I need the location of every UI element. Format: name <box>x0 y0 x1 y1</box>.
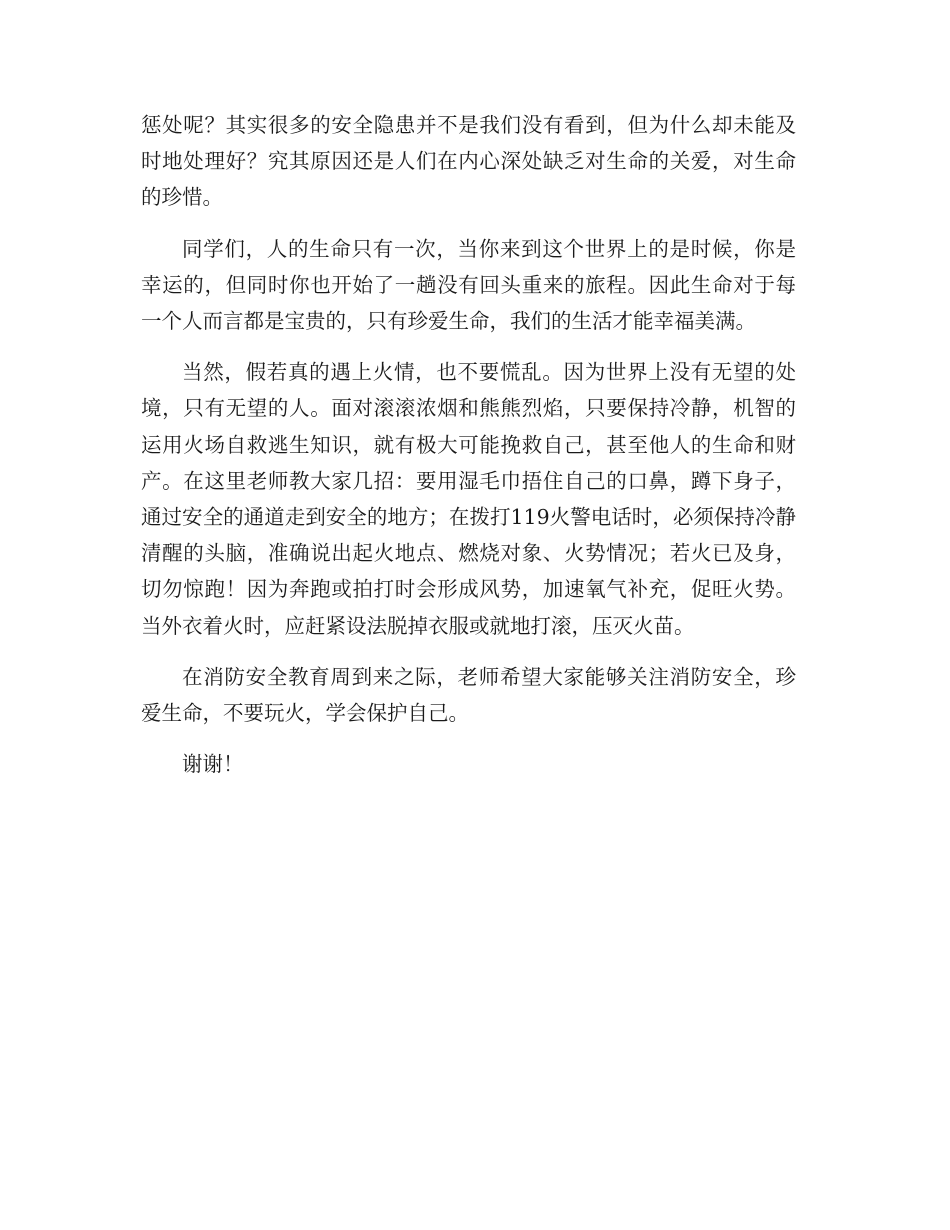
document-body <box>141 107 796 797</box>
paragraph-2: 同学们，人的生命只有一次，当你来到这个世界上的是时候，你是幸运的，但同时你也开始了一趟没有回头重来的旅程。因此生命对于每一个人而言都是宝贵的，只有珍爱生命，我们的生活才能幸福美满。 <box>141 236 796 334</box>
paragraph-1: 惩处呢？其实很多的安全隐患并不是我们没有看到，但为什么却未能及时地处理好？究其原因还是人们在内心深处缺乏对生命的关爱，对生命的珍惜。 <box>141 113 796 210</box>
paragraph-3: 当然，假若真的遇上火情，也不要慌乱。因为世界上没有无望的处境，只有无望的人。面对滚滚浓烟和熊熊烈焰，只要保持冷静，机智的运用火场自救逃生知识，就有极大可能挽救自己，甚至他人的生命和财产。在这里老师教大家几招：要用湿毛巾捂住自己的口鼻，蹲下身子，通过安全的通道走到安全的地方；在拨打119火警电话时，必须保持冷静清醒的头脑，准确说出起火地点、燃烧对象、火势情况；若火已及身，切勿惊跑！因为奔跑或拍打时会形成风势，加速氧气补充，促旺火势。当外衣着火时，应赶紧设法脱掉衣服或就地打滚，压灭火苗。 <box>141 360 796 638</box>
paragraph-4: 在消防安全教育周到来之际，老师希望大家能够关注消防安全，珍爱生命，不要玩火，学会保护自己。 <box>141 664 796 726</box>
paragraph-5: 谢谢！ <box>182 752 244 777</box>
